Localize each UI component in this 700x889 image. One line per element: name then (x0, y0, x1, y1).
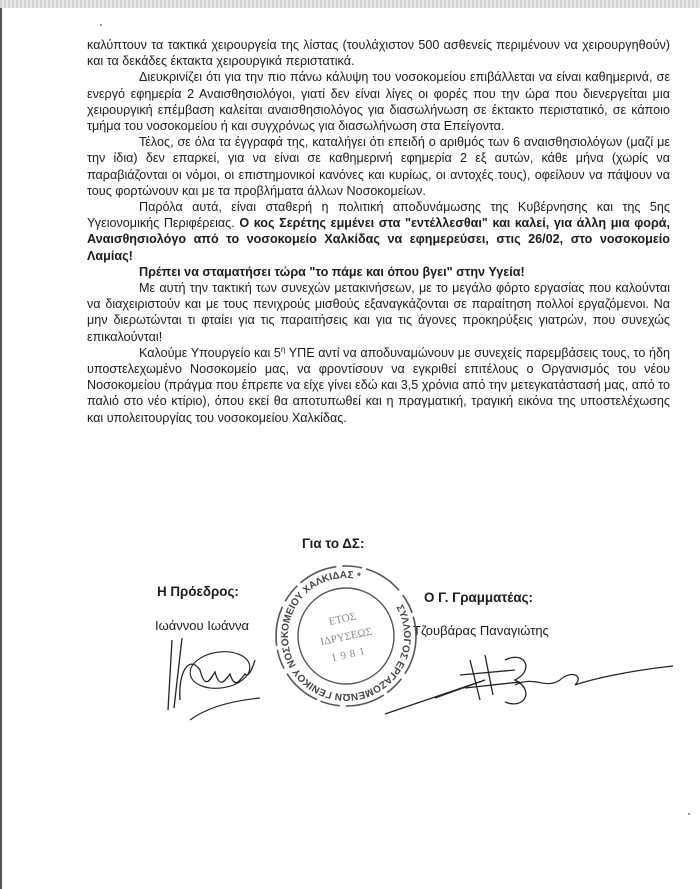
secretary-signature (375, 640, 675, 720)
paragraph (87, 134, 670, 199)
text-segment: Τέλος, σε όλα τα έγγραφά της, καταλήγει ότι επειδή ο αριθμός των 6 αναισθησιολόγων (μαζί με την ίδια) δεν επαρκεί, για να είναι σε καθημερινή εφημερία 2 εξ αυτών, κάθε μήνα (χωρίς να παραβιάζονται οι νόμοι, οι επιστημονικοί κανόνες και κυρίως, οι αντοχές τους), οφείλουν να πάψουν να τους φορτώνουν και με τα προβλήματα άλλων Νοσοκομείων. (87, 135, 670, 198)
president-signature (160, 630, 270, 725)
stamp-center-line1: ΕΤΟΣ (327, 610, 358, 629)
paragraph (87, 264, 670, 280)
stamp-ring-text: ΣΥΛΛΟΓΟΣ ΕΡΓΑΖΟΜΕΝΩΝ ΓΕΝΙΚΟΥ ΝΟΣΟΚΟΜΕΙΟΥ ΧΑΛΚΙΔΑΣ * (279, 569, 413, 703)
secretary-name: Τζουβάρας Παναγιώτης (413, 623, 549, 638)
bold-text-segment: Ο κος Σερέτης εμμένει στα "εντέλλεσθαι" και καλεί, για άλλη μια φορά, Αναισθησιολόγο από το νοσοκομείο Χαλκίδας να εφημερεύσει, στις 26/02, στο νοσοκομείο Λαμίας! (87, 216, 670, 263)
text-segment: ΥΠΕ αντί να αποδυναμώνουν με συνεχείς παρεμβάσεις τους, το ήδη υποστελεχωμένο Νοσοκομείο μας, να φροντίσουν να εγκριθεί επιτέλους ο Οργανισμός του νέου Νοσοκομείου (πράγμα που έπρεπε να είχε γίνει εδώ και 3,5 χρόνια από την μετεγκατάστασή μας, από το παλιό στο νέο κτίριο), όπου εκεί θα αποτυπωθεί και η πραγματική, τραγική εικόνα της υποστελέχωσης και υπολειτουργίας του νοσοκομείου Χαλκίδας. (87, 345, 670, 425)
scan-speck (100, 24, 102, 26)
president-title: Η Πρόεδρος: (157, 584, 239, 599)
scan-speck (688, 813, 690, 815)
text-segment: η (280, 344, 286, 354)
paragraph (87, 280, 670, 345)
paragraph (87, 199, 670, 264)
secretary-title: Ο Γ. Γραμματέας: (424, 590, 534, 605)
board-header: Για το ΔΣ: (302, 536, 365, 551)
paragraph (87, 69, 670, 134)
scan-left-edge (0, 8, 2, 889)
stamp-center-line3: 1981 (330, 644, 370, 665)
president-name: Ιωάννου Ιωάννα (155, 618, 250, 633)
stamp-center-line2: ΙΔΡΥΣΕΩΣ (319, 625, 374, 649)
bold-text-segment: Πρέπει να σταματήσει τώρα "το πάμε και όπου βγει" στην Υγεία! (139, 264, 525, 279)
scan-top-edge (0, 0, 700, 8)
text-segment: Παρόλα αυτά, είναι σταθερή η πολιτική αποδυνάμωσης της Κυβέρνησης και της 5ης Υγειονομικής Περιφέρειας. (87, 200, 670, 231)
text-segment: Με αυτή την τακτική των συνεχών μετακινήσεων, με το μεγάλο φόρτο εργασίας που καλούνται να διαχειριστούν και με τους πενιχρούς μισθούς εξαναγκάζονται σε παραίτηση πολλοί εργαζόμενοι. Να μην διερωτώνται τι φταίει για τις παραιτήσεις και για τις άγονες προκηρύξεις γιατρών, που συνεχώς επικαλούνται! (87, 281, 670, 344)
paragraph (87, 345, 670, 426)
letter-body (87, 37, 670, 426)
text-segment: καλύπτουν τα τακτικά χειρουργεία της λίστας (τουλάχιστον 500 ασθενείς περιμένουν να χειρουργηθούν) και τα δεκάδες έκτακτα χειρουργικά περιστατικά. (87, 38, 670, 69)
text-segment: Διευκρινίζει ότι για την πιο πάνω κάλυψη του νοσοκομείου επιβάλλεται να είναι καθημερινά, σε ενεργό εφημερία 2 Αναισθησιολόγοι, γιατί δεν είναι λίγες οι φορές που την ώρα που διενεργείται μια χειρουργική επέμβαση καλείται αναισθησιολόγος για διασωλήνωση σε έκτακτο περιστατικό, σε κάποιο τμήμα του νοσοκομείου ή και συγχρόνως για διασωλήνωση στα Επείγοντα. (87, 70, 670, 134)
paragraph (87, 37, 670, 69)
text-segment: Καλούμε Υπουργείο και 5 (139, 345, 281, 360)
